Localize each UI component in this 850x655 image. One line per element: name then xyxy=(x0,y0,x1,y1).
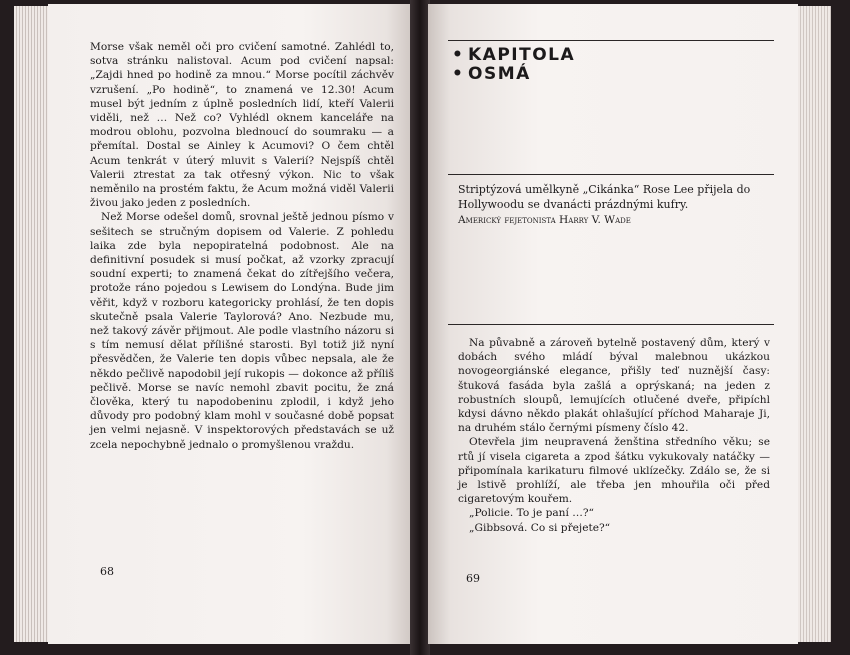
right-page xyxy=(428,4,798,644)
left-page xyxy=(48,4,412,644)
right-page-body xyxy=(458,336,770,535)
left-page-edges xyxy=(14,6,50,642)
dialogue-line: „Gibbsová. Co si přejete?“ xyxy=(469,521,611,534)
page-number-left: 68 xyxy=(100,565,114,578)
epigraph-bottom-rule xyxy=(448,324,774,325)
top-rule xyxy=(448,40,774,41)
right-page-edges xyxy=(795,6,831,642)
paragraph: Na půvabně a zároveň bytelně postavený dům, který v dobách svého mládí býval malebnou ukázkou novogeorgiánské elegance, přišly teď nuznější časy: štuková fasáda byla zašlá a oprýskaná; na jeden z robustních sloupů, lemujících otlučené dveře, připíchl kdysi dávno někdo plakát ohlašující příchod Maharaje Ji, na druhém stálo černými písmeny číslo 42. xyxy=(458,337,770,435)
book-gutter xyxy=(410,0,430,655)
chapter-heading xyxy=(452,46,575,84)
epigraph-attribution: Americký fejetonista Harry V. Wade xyxy=(458,213,631,226)
paragraph: Otevřela jim neupravená ženština středního věku; se rtů jí visela cigareta a zpod šátku vykukovaly natáčky — připomínala karikaturu filmové uklízečky. Zdálo se, že si je lstivě prohlíží, ale třeba jen mhouřila oči před cigaretovým kouřem. xyxy=(458,436,770,506)
epigraph-text: Striptýzová umělkyně „Cikánka“ Rose Lee přijela do Hollywoodu se dvanácti prázdnými kufry. xyxy=(458,183,751,211)
paragraph: Než Morse odešel domů, srovnal ještě jednou písmo v sešitech se stručným dopisem od Valerie. Z pohledu laika zde byla nepopiratelná podobnost. Ale na definitivní posudek si musí počkat, až vzorky zpracují soudní experti; to znamená čekat do zítřejšího večera, protože ráno pojedou s Lewisem do Londýna. Bude jim věřit, když v rozboru kategoricky prohlásí, že ten dopis skutečně psala Valerie Taylorová? Ano. Nezbude mu, než takový závěr přijmout. Ale podle vlastního názoru si s tím nemusí dělat přílišné starosti. Byl totiž již nyní přesvědčen, že Valerie ten dopis vůbec nepsala, ale že někdo pečlivě napodobil její rukopis — dokonce až příliš pečlivě. Morse se navíc nemohl zbavit pocitu, že zná člověka, který tu napodobeninu zplodil, i když jeho důvody pro podobný klam mohl v současné době popsat jen velmi nejasně. V inspektorových představách se už zcela nepochybně jednalo o promyšlenou vraždu. xyxy=(90,211,394,451)
page-number-right: 69 xyxy=(466,572,480,585)
bullet-icon: • xyxy=(452,45,465,65)
chapter-heading-line-1: KAPITOLA xyxy=(468,45,576,65)
chapter-heading-line-2: OSMÁ xyxy=(468,64,531,84)
left-page-body xyxy=(90,40,394,452)
epigraph-top-rule xyxy=(448,174,774,175)
epigraph xyxy=(458,183,768,227)
dialogue-line: „Policie. To je paní …?“ xyxy=(469,507,594,520)
bullet-icon: • xyxy=(452,64,465,84)
paragraph: Morse však neměl oči pro cvičení samotné. Zahlédl to, sotva stránku nalistoval. Acum pod cvičení napsal: „Zajdi hned po hodině za mnou.“ Morse pocítil záchvěv vzrušení. „Po hodině“, to znamená ve 12.30! Acum musel být jedním z úplně posledních lidí, kteří Valerii viděli, než … Než co? Vyhlédl oknem kanceláře na modrou oblohu, pozvolna blednoucí do soumraku — a přemítal. Dostal se Ainley k Acumovi? O čem chtěl Acum tenkrát v úterý mluvit s Valerií? Nejspíš chtěl Valerii ztrestat za tak otřesný výkon. Nic to však neměnilo na prostém faktu, že Acum možná viděl Valerii živou jako jeden z posledních. xyxy=(90,41,394,210)
